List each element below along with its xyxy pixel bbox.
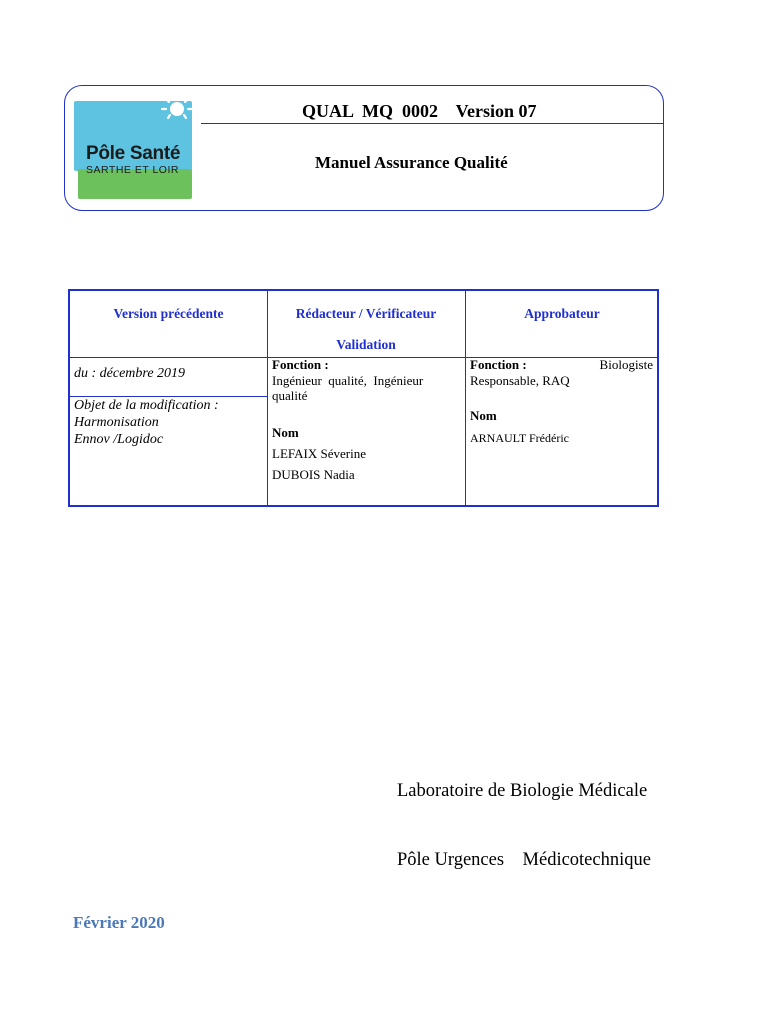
- previous-version-date: du : décembre 2019: [74, 366, 186, 381]
- version-table: [68, 289, 659, 507]
- pole-sante-logo: [72, 95, 194, 203]
- approbateur-fonction-value: Responsable, RAQ: [470, 373, 570, 388]
- laboratory-line: Laboratoire de Biologie Médicale: [397, 781, 648, 801]
- logo-name: Pôle Santé: [86, 143, 181, 164]
- redacteur-fonction-label: Fonction :: [272, 357, 329, 372]
- redacteur-fonction-value: Ingénieur qualité, Ingénieur: [272, 373, 424, 388]
- modification-label: Objet de la modification :: [74, 398, 219, 413]
- table-col-divider: [267, 291, 268, 505]
- modification-line: Harmonisation: [74, 415, 159, 430]
- header-divider: [201, 123, 663, 124]
- department-line: Pôle Urgences Médicotechnique: [397, 850, 651, 870]
- header-redacteur: Rédacteur / Vérificateur: [295, 306, 437, 321]
- table-col-divider: [465, 291, 466, 505]
- header-validation: Validation: [336, 337, 396, 352]
- approbateur-nom-label: Nom: [470, 408, 497, 423]
- header-approbateur: Approbateur: [524, 306, 600, 321]
- document-date: Février 2020: [73, 913, 165, 932]
- approbateur-fonction-value: Biologiste: [599, 357, 653, 372]
- logo-subtitle: SARTHE ET LOIR: [86, 164, 179, 176]
- modification-line: Ennov /Logidoc: [74, 432, 164, 447]
- document-title: Manuel Assurance Qualité: [315, 153, 508, 172]
- header-version-precedente: Version précédente: [113, 306, 224, 321]
- approbateur-name: ARNAULT Frédéric: [470, 431, 569, 445]
- redacteur-fonction-value: qualité: [272, 388, 308, 403]
- document-reference: QUAL MQ 0002 Version 07: [302, 101, 537, 121]
- approbateur-fonction-label: Fonction :: [470, 357, 527, 372]
- sun-icon: [160, 93, 194, 123]
- laboratory-name: [397, 734, 651, 895]
- redacteur-nom-label: Nom: [272, 425, 299, 440]
- redacteur-name: DUBOIS Nadia: [272, 467, 355, 482]
- table-header-divider: [70, 357, 659, 358]
- redacteur-name: LEFAIX Séverine: [272, 446, 366, 461]
